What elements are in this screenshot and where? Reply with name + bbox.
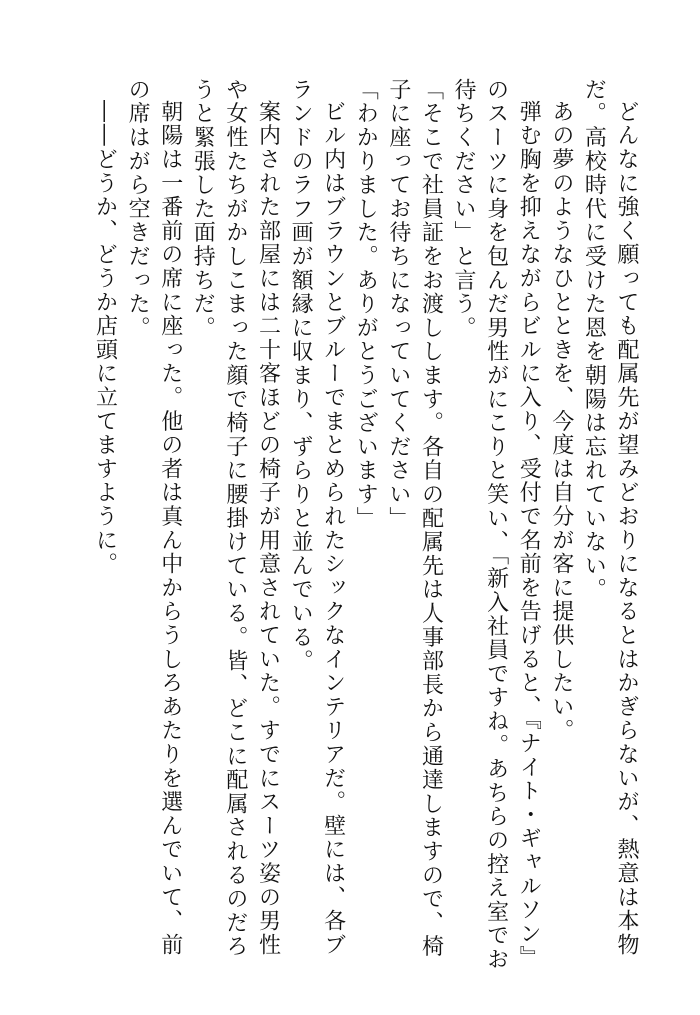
paragraph-7: ――どうか、どうか店頭に立てますように。 (92, 100, 118, 576)
paragraph-5: 案内された部屋には二十客ほどの椅子が用意されていた。すでにスーツ姿の男性や女性たちがかしこまった顔で椅子に腰掛けている。皆、どこに配属されるのだろうと緊張した面持ちだ。 (190, 78, 281, 959)
paragraph-6: 朝陽は一番前の席に座った。他の者は真ん中からうしろあたりを選んでいて、前の席はがら空きだった。 (125, 78, 183, 957)
dialogue-1: 「そこで社員証をお渡しします。各自の配属先は人事部長から通達しますので、椅子に座ってお待ちになっていてください」 (385, 78, 444, 959)
paragraph-3: 弾む胸を抑えながらビルに入り、受付で名前を告げると、『ナイト・ギャルソン』のスーツに身を包んだ男性がにこりと笑い、「新入社員ですね。あちらの控え室でお待ちください」と言う。 (451, 78, 542, 972)
paragraph-4: ビル内はブラウンとブルーでまとめられたシックなインテリアだ。壁には、各ブランドのラフ画が額縁に収まり、ずらりと並んでいる。 (288, 78, 346, 957)
dialogue-2: 「わかりました。ありがとうございます」 (353, 78, 379, 531)
vertical-text-body (88, 78, 642, 978)
paragraph-1: どんなに強く願っても配属先が望みどおりになるとはかぎらないが、熱意は本物だ。高校時代に受けた恩を朝陽は忘れていない。 (581, 78, 639, 957)
paragraph-2: あの夢のようなひとときを、今度は自分が客に提供したい。 (548, 100, 574, 743)
